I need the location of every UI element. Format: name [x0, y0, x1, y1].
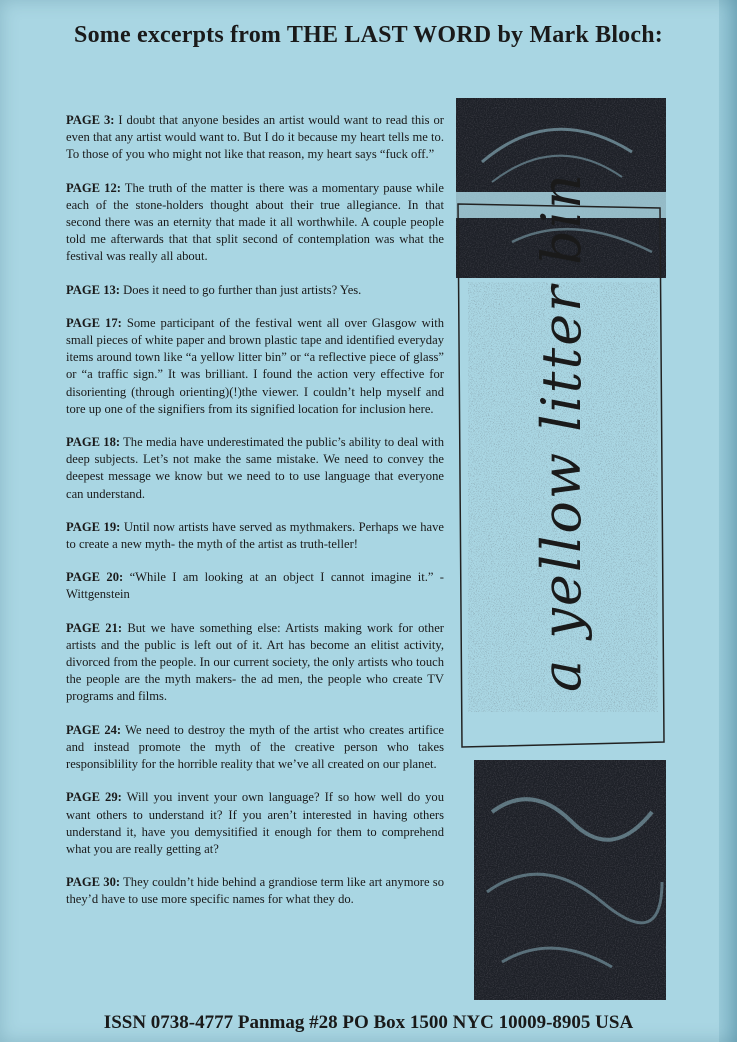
excerpt-label: PAGE 13: [66, 282, 120, 297]
excerpt-label: PAGE 19: [66, 519, 121, 534]
excerpt-text: The truth of the matter is there was a momentary pause while each of the stone-holders thought about their true allegiance. In that second there was an eternity that made it all worthwhile. A couple people told me afterwards that that split second of contemplation was what the festival was really all about. [66, 180, 445, 264]
excerpt-page-17 [66, 315, 444, 418]
excerpt-label: PAGE 30: [66, 875, 121, 890]
excerpt-page-29 [66, 789, 444, 858]
bottom-texture-block [474, 760, 666, 1000]
excerpt-page-24 [66, 722, 444, 774]
excerpt-text: They couldn’t hide behind a grandiose term like art anymore so they’d have to use more specific names for what they do. [66, 875, 445, 907]
page-title: Some excerpts from THE LAST WORD by Mark Bloch: [74, 22, 663, 48]
excerpt-list [66, 112, 444, 925]
excerpt-page-13 [66, 282, 444, 299]
excerpt-label: PAGE 3: [66, 113, 115, 127]
collage-artwork [452, 92, 670, 1000]
excerpt-label: PAGE 21: [66, 620, 123, 635]
excerpt-page-30 [66, 874, 444, 908]
excerpt-text: But we have something else: Artists making work for other artists and the public is left out of it. Art has become an elitist activity, divorced from the people. In our current society, the only artists who touch the people are the myth makers- the ad men, the people who create TV programs and films. [66, 620, 444, 704]
excerpt-label: PAGE 20: [66, 570, 124, 585]
excerpt-label: PAGE 18: [66, 435, 121, 450]
handwritten-caption: a yellow litter bin [530, 172, 593, 692]
excerpt-text: I doubt that anyone besides an artist would want to read this or even that any artist would want to. But I do it because my heart tells me to. To those of you who might not like that reason, my heart says “fuck off.” [66, 113, 445, 162]
excerpt-label: PAGE 29: [66, 790, 122, 805]
excerpt-page-20 [66, 569, 444, 603]
excerpt-page-19 [66, 519, 444, 553]
excerpt-page-18 [66, 434, 444, 503]
excerpt-text: Some participant of the festival went all over Glasgow with small pieces of white paper and brown plastic tape and identified everyday items around town like “a yellow litter bin” or “a reflective piece of glass” or “a traffic sign.” It was brilliant. I found the action very effective for disorienting (through orienting)(!)the viewer. I couldn’t help myself and tore up one of the signifiers from its signified location for inclusion here. [66, 315, 444, 416]
excerpt-text: Does it need to go further than just artists? Yes. [119, 282, 362, 297]
excerpt-text: Until now artists have served as mythmakers. Perhaps we have to create a new myth- the myth of the artist as truth-teller! [66, 519, 445, 552]
excerpt-text: Will you invent your own language? If so how well do you want others to understand it? If you aren’t interested in having others understand it, have you demysitified it enough for them to comprehend what you are really getting at? [66, 790, 444, 856]
excerpt-text: The media have underestimated the public’s ability to deal with deep subjects. Let’s not make the same mistake. We need to convey the deepest message we know but we need to to use language that everyone can understand. [66, 435, 445, 501]
excerpt-page-21 [66, 620, 444, 706]
footer-issn-address: ISSN 0738-4777 Panmag #28 PO Box 1500 NYC 10009-8905 USA [103, 1012, 634, 1033]
excerpt-label: PAGE 12: [66, 180, 121, 195]
excerpt-text: We need to destroy the myth of the artist who creates artifice and instead promote the myth of the creative person who takes responsiblility for the horrible reality that we’ve all created on our planet. [66, 722, 445, 772]
excerpt-page-3 [66, 112, 444, 164]
excerpt-label: PAGE 24: [66, 722, 122, 737]
excerpt-label: PAGE 17: [66, 315, 122, 330]
excerpt-text: “While I am looking at an object I cannot imagine it.” -Wittgenstein [66, 570, 444, 602]
excerpt-page-12 [66, 180, 444, 266]
paper-edge-strip [719, 0, 737, 1042]
